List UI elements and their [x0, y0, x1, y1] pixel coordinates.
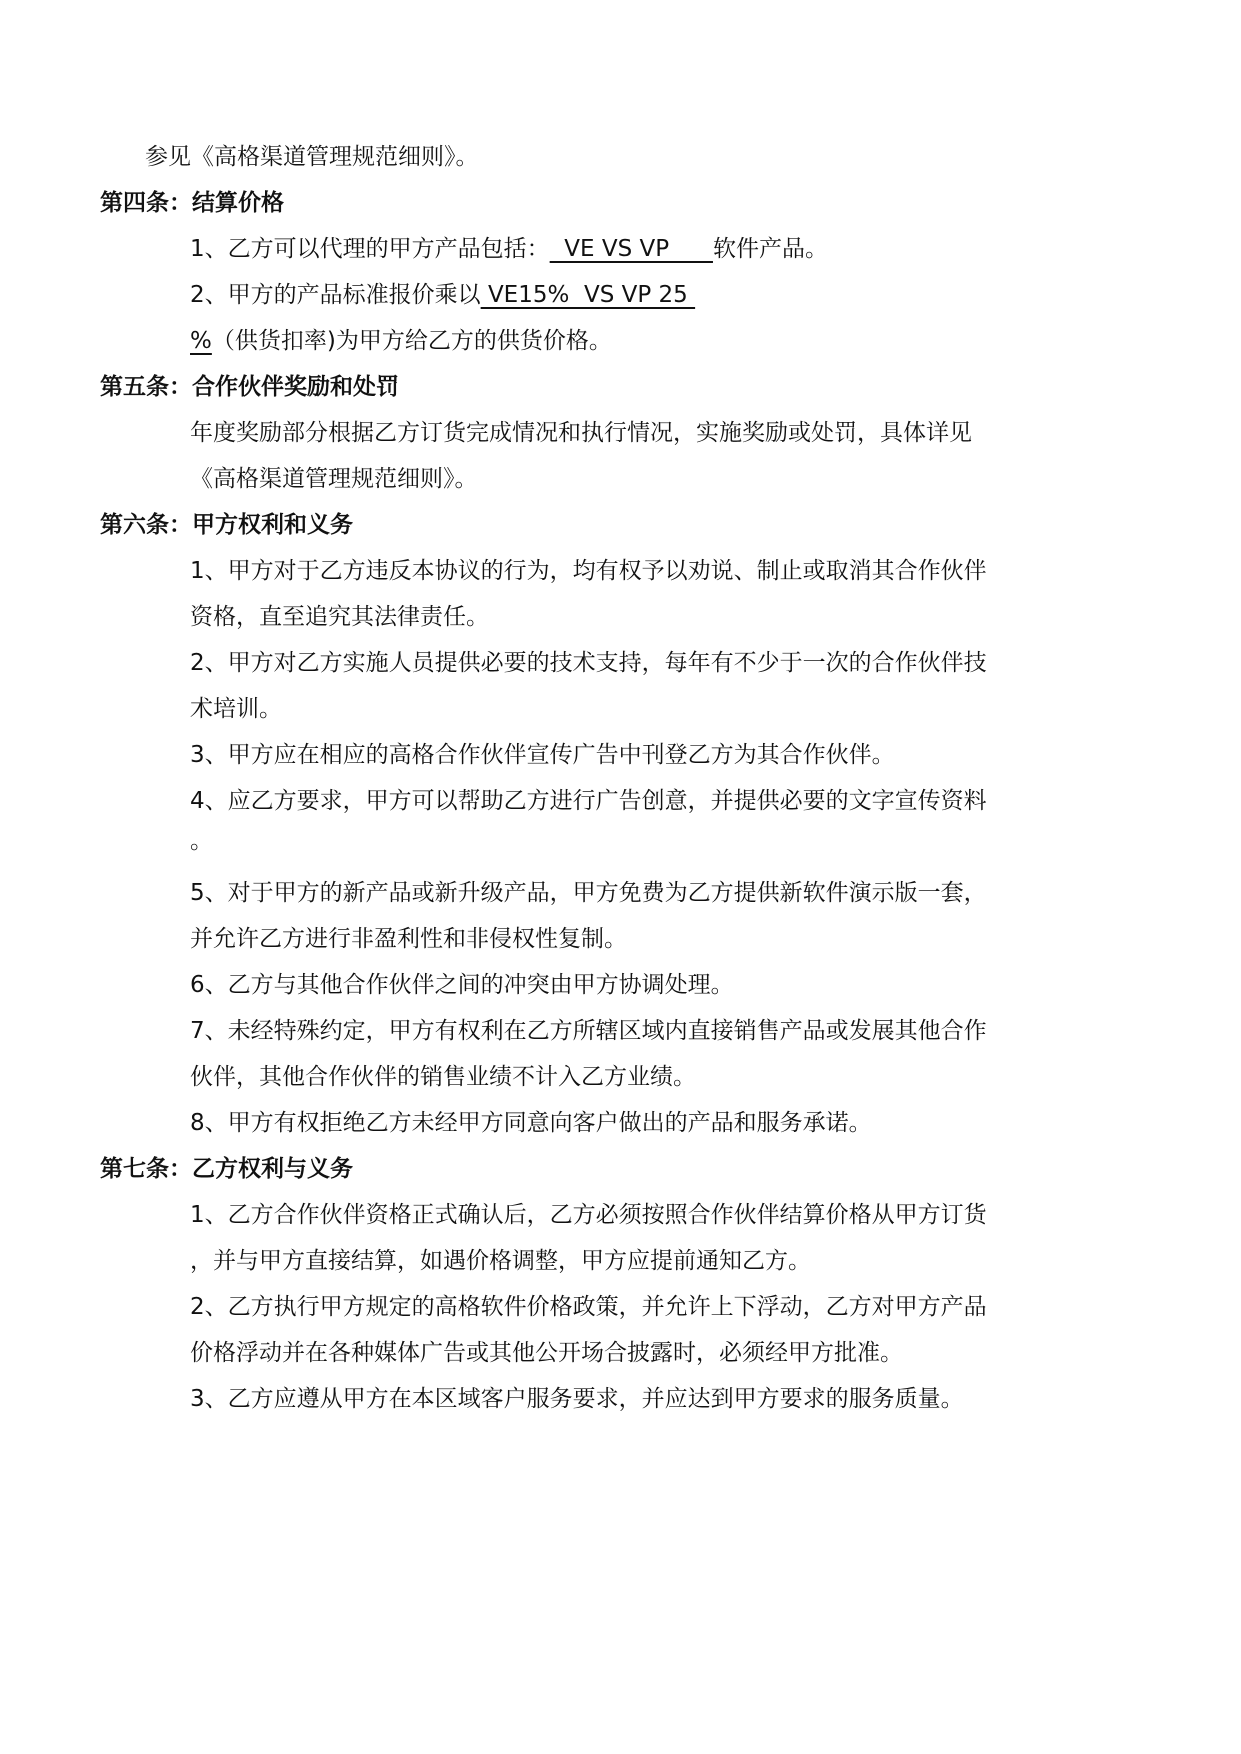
- article6-line: 并允许乙方进行非盈利性和非侵权性复制。: [190, 926, 627, 952]
- article6-line: 3、甲方应在相应的高格合作伙伴宣传广告中刊登乙方为其合作伙伴。: [190, 742, 895, 768]
- article6-line: 8、甲方有权拒绝乙方未经甲方同意向客户做出的产品和服务承诺。: [190, 1110, 872, 1136]
- article4-heading: 第四条：结算价格: [100, 190, 284, 216]
- article6-line: 6、乙方与其他合作伙伴之间的冲突由甲方协调处理。: [190, 972, 734, 998]
- article7-line: 1、乙方合作伙伴资格正式确认后，乙方必须按照合作伙伴结算价格从甲方订货: [190, 1202, 987, 1228]
- article6-line: 。: [190, 828, 213, 854]
- article4-item2-continuation: [190, 326, 612, 356]
- article7-line: ，并与甲方直接结算，如遇价格调整，甲方应提前通知乙方。: [190, 1248, 811, 1274]
- article7-line: 价格浮动并在各种媒体广告或其他公开场合披露时，必须经甲方批准。: [190, 1340, 903, 1366]
- article4-item2: [190, 280, 695, 310]
- article5-heading: 第五条：合作伙伴奖励和处罚: [100, 374, 399, 400]
- article6-line: 5、对于甲方的新产品或新升级产品，甲方免费为乙方提供新软件演示版一套，: [190, 880, 987, 906]
- article4-item1: [190, 234, 828, 264]
- article4-item1-suffix: 软件产品。: [712, 236, 828, 262]
- article4-item1-prefix: 1、乙方可以代理的甲方产品包括：: [190, 236, 550, 262]
- article6-line: 伙伴，其他合作伙伴的销售业绩不计入乙方业绩。: [190, 1064, 696, 1090]
- article4-item1-blank: VE VS VP: [549, 236, 713, 262]
- article5-line1: 年度奖励部分根据乙方订货完成情况和执行情况，实施奖励或处罚，具体详见: [190, 420, 972, 446]
- article4-item2-prefix: 2、甲方的产品标准报价乘以: [190, 282, 481, 308]
- article6-line: 1、甲方对于乙方违反本协议的行为，均有权予以劝说、制止或取消其合作伙伴: [190, 558, 987, 584]
- article4-item2-blank: VE15% VS VP 25: [480, 282, 696, 308]
- article4-item2-cont-blank: %: [190, 328, 212, 354]
- article7-line: 2、乙方执行甲方规定的高格软件价格政策，并允许上下浮动，乙方对甲方产品: [190, 1294, 987, 1320]
- article5-line2: 《高格渠道管理规范细则》。: [190, 466, 478, 492]
- article6-line: 2、甲方对乙方实施人员提供必要的技术支持，每年有不少于一次的合作伙伴技: [190, 650, 987, 676]
- article6-line: 7、未经特殊约定，甲方有权利在乙方所辖区域内直接销售产品或发展其他合作: [190, 1018, 987, 1044]
- article6-line: 资格，直至追究其法律责任。: [190, 604, 489, 630]
- intro-line: 参见《高格渠道管理规范细则》。: [145, 144, 479, 170]
- article6-heading: 第六条：甲方权利和义务: [100, 512, 353, 538]
- article7-line: 3、乙方应遵从甲方在本区域客户服务要求，并应达到甲方要求的服务质量。: [190, 1386, 964, 1412]
- article4-item2-cont-suffix: （供货扣率)为甲方给乙方的供货价格。: [211, 328, 612, 354]
- article6-line: 术培训。: [190, 696, 282, 722]
- article6-line: 4、应乙方要求，甲方可以帮助乙方进行广告创意，并提供必要的文字宣传资料: [190, 788, 987, 814]
- article7-heading: 第七条：乙方权利与义务: [100, 1156, 353, 1182]
